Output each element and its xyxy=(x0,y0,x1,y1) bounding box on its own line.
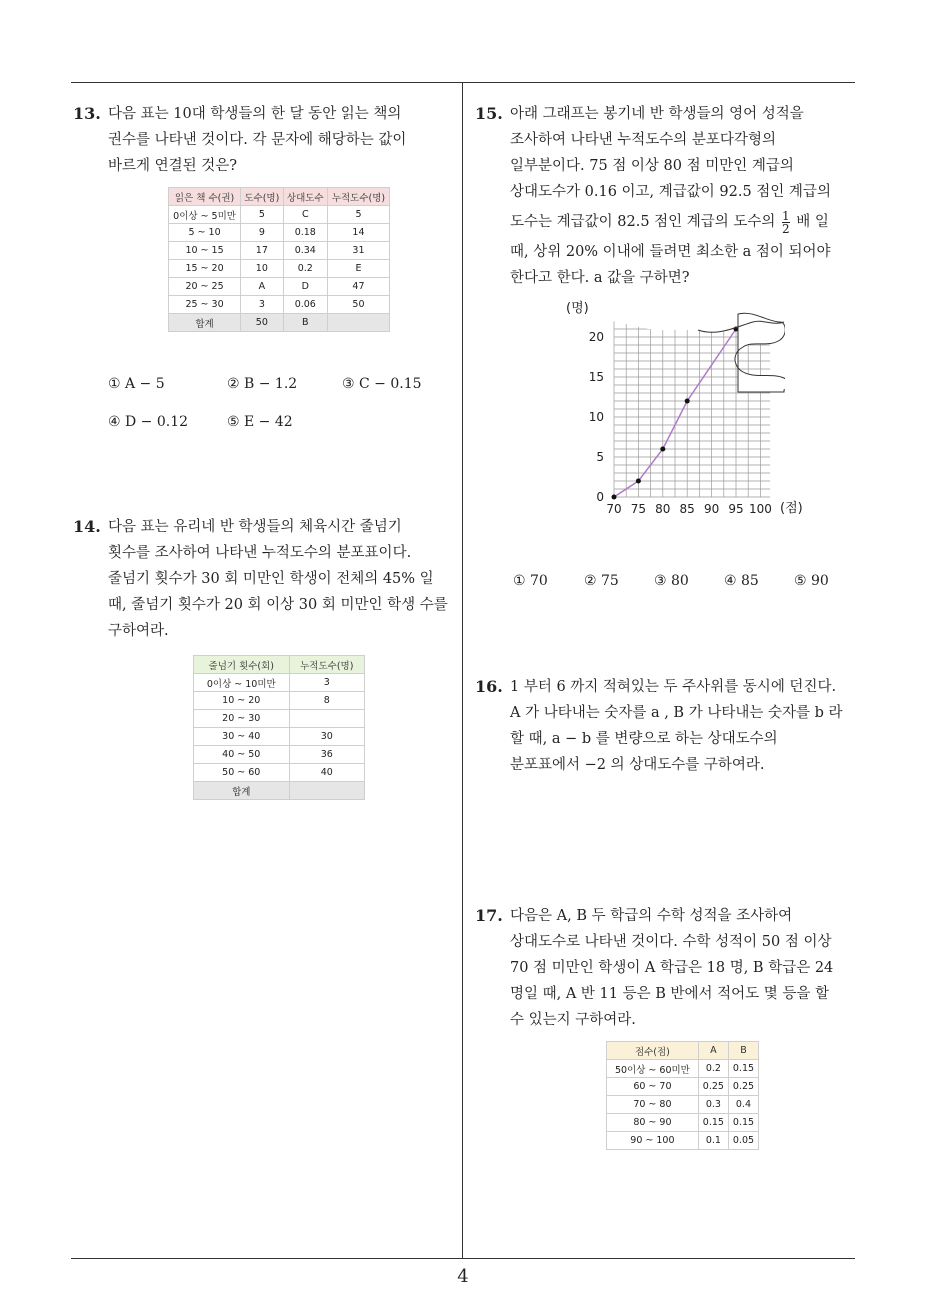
top-rule xyxy=(71,82,855,83)
y-tick-label: 5 xyxy=(596,450,604,464)
question-text: 할 때, a − b 를 변량으로 하는 상대도수의 xyxy=(510,731,778,747)
table-total-row: 합계 50 B xyxy=(169,314,390,332)
jump-rope-table xyxy=(193,655,365,800)
table-header: A xyxy=(698,1042,728,1060)
choice-2[interactable]: ② B − 1.2 xyxy=(227,376,298,392)
table-row: 50이상 ~ 60미만 0.2 0.15 xyxy=(607,1060,759,1078)
table-row: 15 ~ 20 10 0.2 E xyxy=(169,260,390,278)
question-text: 한다고 한다. a 값을 구하면? xyxy=(510,270,690,286)
y-tick-label: 0 xyxy=(596,490,604,504)
table-header: 상대도수 xyxy=(283,188,327,206)
question-text: 명일 때, A 반 11 등은 B 반에서 적어도 몇 등을 할 xyxy=(510,986,829,1002)
choice-1[interactable]: ① A − 5 xyxy=(108,376,165,392)
math-score-table xyxy=(606,1041,759,1150)
table-row: 20 ~ 30 xyxy=(194,710,365,728)
bottom-rule xyxy=(71,1258,855,1259)
question-text: 때, 줄넘기 횟수가 20 회 이상 30 회 미만인 학생 수를 xyxy=(108,597,448,613)
cumulative-frequency-chart xyxy=(548,292,848,522)
choice-3[interactable]: ③ 80 xyxy=(654,573,689,589)
choice-4[interactable]: ④ 85 xyxy=(724,573,759,589)
question-number: 16. xyxy=(475,677,503,696)
table-row: 0이상 ~ 10미만 3 xyxy=(194,674,365,692)
question-text: 횟수를 조사하여 나타낸 누적도수의 분포표이다. xyxy=(108,545,412,561)
question-16 xyxy=(475,674,842,778)
table-header: 읽은 책 수(권) xyxy=(169,188,241,206)
data-point xyxy=(636,479,641,484)
question-text: 구하여라. xyxy=(108,623,169,639)
question-13 xyxy=(73,101,406,179)
page-number: 4 xyxy=(457,1266,469,1287)
x-tick-label: 80 xyxy=(655,502,671,516)
y-axis-label: (명) xyxy=(566,301,589,316)
data-point xyxy=(685,399,690,404)
question-text-part: 도수는 계급값이 82.5 점인 계급의 도수의 xyxy=(510,214,776,230)
question-text: 다음 표는 유리네 반 학생들의 체육시간 줄넘기 xyxy=(108,519,402,535)
x-tick-label: 90 xyxy=(703,502,720,516)
question-text: 때, 상위 20% 이내에 들려면 최소한 a 점이 되어야 xyxy=(510,244,831,260)
table-row: 25 ~ 30 3 0.06 50 xyxy=(169,296,390,314)
table-row: 40 ~ 50 36 xyxy=(194,746,365,764)
table-row: 10 ~ 20 8 xyxy=(194,692,365,710)
question-text: 아래 그래프는 봉기네 반 학생들의 영어 성적을 xyxy=(510,106,804,122)
question-text: 수 있는지 구하여라. xyxy=(510,1012,636,1028)
x-axis-label: (점) xyxy=(780,501,803,516)
question-text: 1 부터 6 까지 적혀있는 두 주사위를 동시에 던진다. xyxy=(510,679,837,695)
book-count-table xyxy=(168,187,390,332)
question-text: 일부분이다. 75 점 이상 80 점 미만인 계급의 xyxy=(510,158,794,174)
table-row: 20 ~ 25 A D 47 xyxy=(169,278,390,296)
question-number: 15. xyxy=(475,104,503,123)
table-row: 60 ~ 70 0.25 0.25 xyxy=(607,1078,759,1096)
question-text: 70 점 미만인 학생이 A 학급은 18 명, B 학급은 24 xyxy=(510,960,834,976)
question-text: 다음은 A, B 두 학급의 수학 성적을 조사하여 xyxy=(510,908,793,924)
x-tick-label: 85 xyxy=(679,502,695,516)
table-header: 누적도수(명) xyxy=(289,656,364,674)
table-row: 10 ~ 15 17 0.34 31 xyxy=(169,242,390,260)
y-tick-label: 10 xyxy=(588,410,604,424)
choice-3[interactable]: ③ C − 0.15 xyxy=(342,376,422,392)
table-header: B xyxy=(728,1042,758,1060)
question-17 xyxy=(475,903,833,1033)
question-text: 분포표에서 −2 의 상대도수를 구하여라. xyxy=(510,757,765,773)
x-tick-label: 95 xyxy=(728,502,744,516)
y-tick-label: 15 xyxy=(588,370,604,384)
table-row: 80 ~ 90 0.15 0.15 xyxy=(607,1114,759,1132)
choice-2[interactable]: ② 75 xyxy=(584,573,619,589)
table-row: 0이상 ~ 5미만 5 C 5 xyxy=(169,206,390,224)
question-text-part: 배 일 xyxy=(796,214,829,230)
choice-5[interactable]: ⑤ E − 42 xyxy=(227,414,293,430)
data-point xyxy=(660,447,665,452)
chart-axes xyxy=(589,330,772,516)
question-text xyxy=(510,205,831,239)
question-text: 다음 표는 10대 학생들의 한 달 동안 읽는 책의 xyxy=(108,106,402,122)
question-text: 줄넘기 횟수가 30 회 미만인 학생이 전체의 45% 일 xyxy=(108,571,434,587)
x-tick-label: 70 xyxy=(606,502,622,516)
choice-4[interactable]: ④ D − 0.12 xyxy=(108,414,189,430)
choice-5[interactable]: ⑤ 90 xyxy=(794,573,829,589)
question-14 xyxy=(73,514,448,644)
x-tick-label: 100 xyxy=(748,502,772,516)
question-15 xyxy=(475,101,831,291)
question-text: 상대도수로 나타낸 것이다. 수학 성적이 50 점 이상 xyxy=(510,934,832,950)
table-row: 5 ~ 10 9 0.18 14 xyxy=(169,224,390,242)
fraction: $\frac{1}{2}$ xyxy=(782,208,790,236)
column-divider xyxy=(462,82,463,1258)
question-text: 조사하여 나타낸 누적도수의 분포다각형의 xyxy=(510,132,776,148)
table-row: 50 ~ 60 40 xyxy=(194,764,365,782)
table-header: 줄넘기 횟수(회) xyxy=(194,656,290,674)
question-text: 바르게 연결된 것은? xyxy=(108,158,238,174)
tear-cover xyxy=(785,312,845,392)
question-number: 14. xyxy=(73,517,101,536)
table-row: 30 ~ 40 30 xyxy=(194,728,365,746)
question-number: 17. xyxy=(475,906,503,925)
table-row: 70 ~ 80 0.3 0.4 xyxy=(607,1096,759,1114)
question-text: 권수를 나타낸 것이다. 각 문자에 해당하는 값이 xyxy=(108,132,407,148)
table-row: 90 ~ 100 0.1 0.05 xyxy=(607,1132,759,1150)
x-tick-label: 75 xyxy=(630,502,647,516)
question-number: 13. xyxy=(73,104,101,123)
data-point xyxy=(612,495,617,500)
table-header: 도수(명) xyxy=(241,188,283,206)
table-header: 누적도수(명) xyxy=(327,188,389,206)
choice-1[interactable]: ① 70 xyxy=(513,573,548,589)
table-header: 점수(점) xyxy=(607,1042,699,1060)
y-tick-label: 20 xyxy=(588,330,604,344)
table-total-row: 합계 xyxy=(194,782,365,800)
question-text: A 가 나타내는 숫자를 a , B 가 나타내는 숫자를 b 라 xyxy=(510,705,843,721)
question-text: 상대도수가 0.16 이고, 계급값이 92.5 점인 계급의 xyxy=(510,184,831,200)
